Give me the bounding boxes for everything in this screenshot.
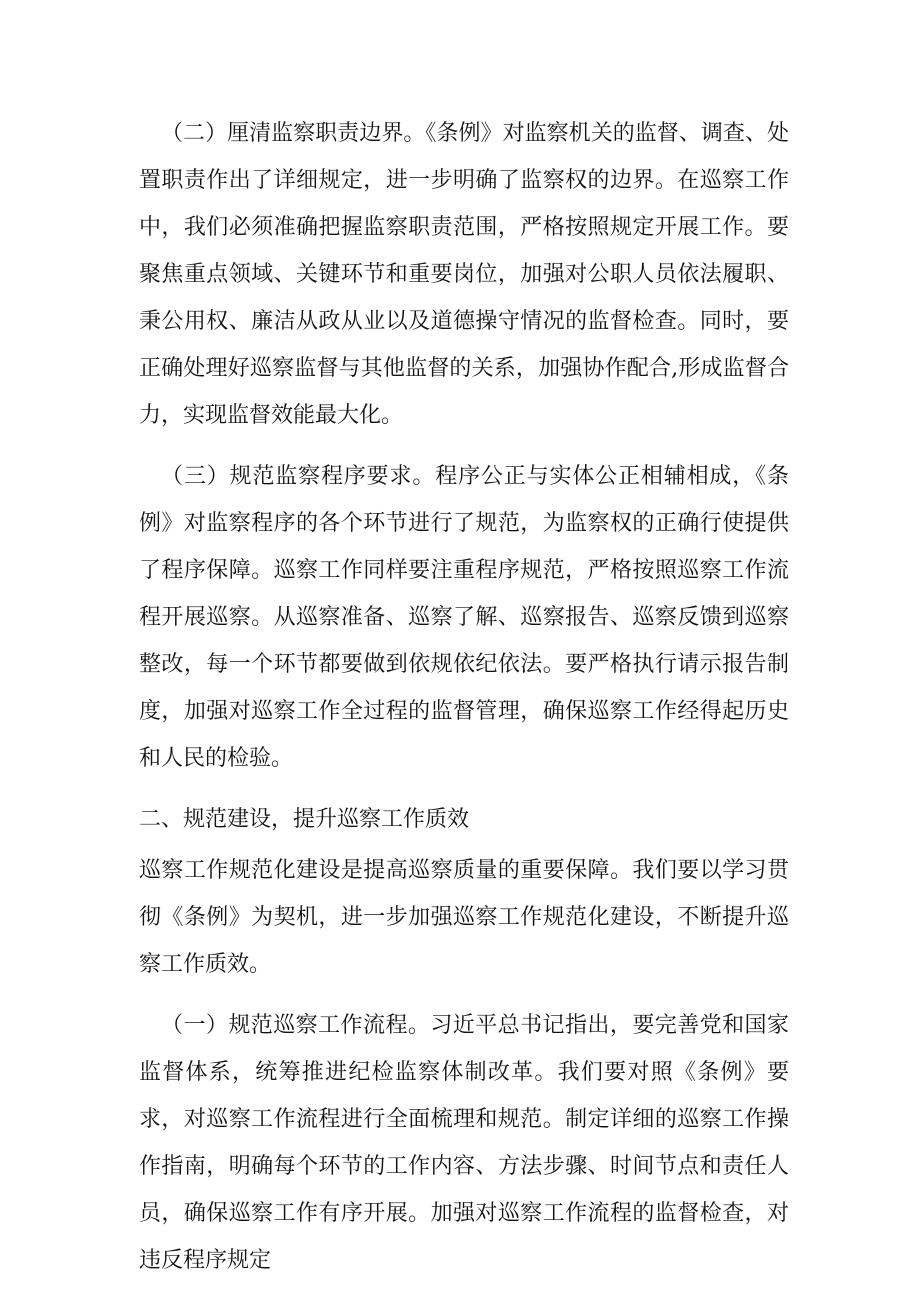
paragraph-standardize-procedures: （三）规范监察程序要求。程序公正与实体公正相辅相成，《条例》对监察程序的各个环节进行了规范，为监察权的正确行使提供了程序保障。巡察工作同样要注重程序规范，严格按照巡察工作流程开展巡察。从巡察准备、巡察了解、巡察报告、巡察反馈到巡察整改，每一个环节都要做到依规依纪依法。要严格执行请示报告制度，加强对巡察工作全过程的监督管理，确保巡察工作经得起历史和人民的检验。: [139, 464, 789, 771]
document-page: [139, 110, 789, 1298]
paragraph-clarify-supervision-duties: （二）厘清监察职责边界。《条例》对监察机关的监督、调查、处置职责作出了详细规定，进一步明确了监察权的边界。在巡察工作中，我们必须准确把握监察职责范围，严格按照规定开展工作。要聚焦重点领域、关键环节和重要岗位，加强对公职人员依法履职、秉公用权、廉洁从政从业以及道德操守情况的监督检查。同时，要正确处理好巡察监督与其他监督的关系，加强协作配合,形成监督合力，实现监督效能最大化。: [139, 121, 789, 428]
section-heading-two: 二、规范建设，提升巡察工作质效: [139, 807, 470, 832]
paragraph-standardize-workflow: （一）规范巡察工作流程。习近平总书记指出，要完善党和国家监督体系，统筹推进纪检监察体制改革。我们要对照《条例》要求，对巡察工作流程进行全面梳理和规范。制定详细的巡察工作操作指南，明确每个环节的工作内容、方法步骤、时间节点和责任人员，确保巡察工作有序开展。加强对巡察工作流程的监督检查，对违反程序规定: [139, 1013, 789, 1273]
paragraph-section-intro: 巡察工作规范化建设是提高巡察质量的重要保障。我们要以学习贯彻《条例》为契机，进一步加强巡察工作规范化建设，不断提升巡察工作质效。: [139, 858, 789, 977]
